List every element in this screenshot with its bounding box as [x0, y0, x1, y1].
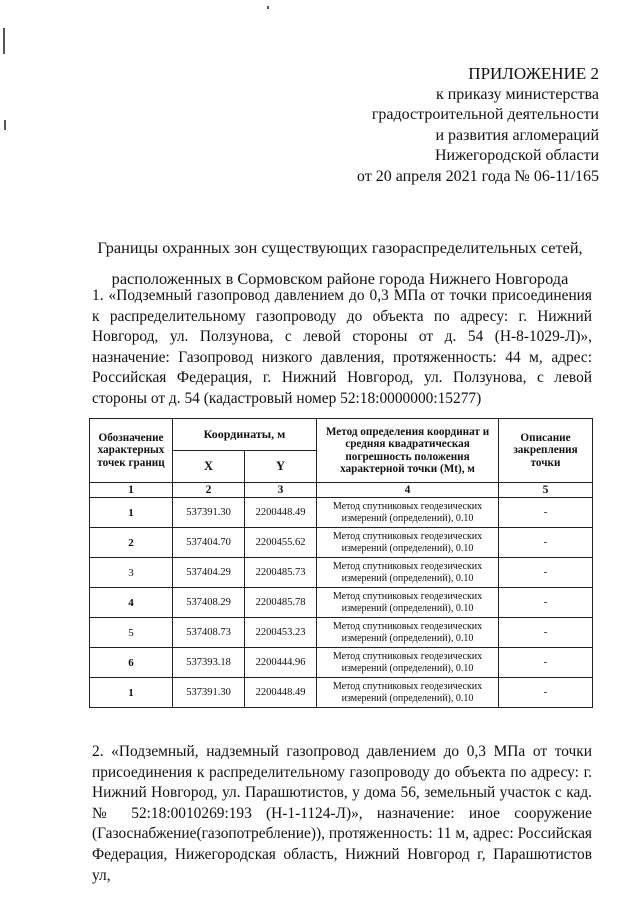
- cell-x: 537404.29: [173, 558, 245, 588]
- cell-method: Метод спутниковых геодезических измерений (определений), 0.10: [317, 678, 499, 708]
- cell-description: -: [499, 498, 593, 528]
- heading-line: расположенных в Сормовском районе города Нижнего Новгорода: [111, 269, 569, 288]
- column-number: 1: [90, 483, 173, 498]
- cell-x: 537391.30: [173, 498, 245, 528]
- appendix-title: ПРИЛОЖЕНИЕ 2: [468, 64, 599, 83]
- paragraph-2: 2. «Подземный, надземный газопровод давлением до 0,3 МПа от точки присоединения к распределительному газопроводу до объекта по адресу: г. Нижний Новгород, ул. Парашютистов, у дома 56, земельный участок с кад. № 52:18:0010269:193 (Н-1-1124-Л)», назначение: иное сооружение (Газоснабжение(газопотребление)), протяженность: 11 м, адрес: Российская Федерация, Нижегородская область, Нижний Новгород г, Парашютистов ул,: [92, 743, 592, 884]
- cell-x: 537404.70: [173, 528, 245, 558]
- table-row: [90, 678, 593, 708]
- cell-method: Метод спутниковых геодезических измерений (определений), 0.10: [317, 618, 499, 648]
- appendix-line: градостроительной деятельности: [371, 106, 599, 123]
- scan-artifact: [4, 120, 6, 130]
- scan-artifact: [267, 6, 269, 9]
- cell-point: 6: [90, 648, 173, 678]
- cell-description: -: [499, 618, 593, 648]
- column-number: 2: [173, 483, 245, 498]
- header-method: Метод определения координат и средняя квадратическая погрешность положения характерной точки (Mt), м: [317, 419, 499, 483]
- cell-description: -: [499, 648, 593, 678]
- appendix-line: и развития агломераций: [435, 126, 599, 144]
- cell-method: Метод спутниковых геодезических измерений (определений), 0.10: [317, 558, 499, 588]
- header-point: Обозначение характерных точек границ: [90, 419, 173, 483]
- cell-point: 1: [90, 678, 173, 708]
- cell-point: 1: [90, 498, 173, 528]
- cell-method: Метод спутниковых геодезических измерений (определений), 0.10: [317, 648, 499, 678]
- cell-method: Метод спутниковых геодезических измерений (определений), 0.10: [317, 528, 499, 558]
- appendix-line: Нижегородской области: [434, 147, 599, 164]
- coordinates-table: [89, 418, 593, 708]
- document-heading: [80, 232, 600, 294]
- cell-x: 537391.30: [173, 678, 245, 708]
- paragraph-1: 1. «Подземный газопровод давлением до 0,3 МПа от точки присоединения к распределительному газопроводу до объекта по адресу: г. Нижний Новгород, ул. Ползунова, с левой стороны от д. 54 (Н-8-1029-Л)», назначение: Газопровод низкого давления, протяженность: 44 м, адрес: Российская Федерация, г. Нижний Новгород, ул. Ползунова, с левой стороны от д. 54 (кадастровый номер 52:18:0000000:15277): [92, 287, 592, 407]
- cell-y: 2200448.49: [245, 498, 317, 528]
- cell-x: 537393.18: [173, 648, 245, 678]
- table-row: [90, 618, 593, 648]
- cell-description: -: [499, 588, 593, 618]
- cell-method: Метод спутниковых геодезических измерений (определений), 0.10: [317, 588, 499, 618]
- appendix-line: к приказу министерства: [435, 85, 599, 103]
- cell-y: 2200485.73: [245, 558, 317, 588]
- column-number: 3: [245, 483, 317, 498]
- cell-y: 2200485.78: [245, 588, 317, 618]
- column-number: 4: [317, 483, 499, 498]
- cell-description: -: [499, 528, 593, 558]
- table-row: [90, 648, 593, 678]
- cell-point: 4: [90, 588, 173, 618]
- cell-description: -: [499, 678, 593, 708]
- table-row: [90, 558, 593, 588]
- scan-artifact: [3, 28, 5, 54]
- appendix-line: от 20 апреля 2021 года № 06-11/165: [356, 167, 599, 185]
- cell-point: 5: [90, 618, 173, 648]
- header-y: Y: [245, 451, 317, 483]
- heading-line: Границы охранных зон существующих газораспределительных сетей,: [97, 238, 583, 257]
- header-description: Описание закрепления точки: [499, 419, 593, 483]
- header-coords: Координаты, м: [173, 419, 317, 451]
- cell-y: 2200453.23: [245, 618, 317, 648]
- cell-description: -: [499, 558, 593, 588]
- table-row: [90, 588, 593, 618]
- header-x: X: [173, 451, 245, 483]
- cell-y: 2200455.62: [245, 528, 317, 558]
- column-number-row: [90, 483, 593, 498]
- cell-y: 2200448.49: [245, 678, 317, 708]
- cell-y: 2200444.96: [245, 648, 317, 678]
- table-row: [90, 498, 593, 528]
- appendix-block: [269, 64, 599, 187]
- cell-x: 537408.73: [173, 618, 245, 648]
- table-row: [90, 528, 593, 558]
- cell-method: Метод спутниковых геодезических измерений (определений), 0.10: [317, 498, 499, 528]
- cell-x: 537408.29: [173, 588, 245, 618]
- cell-point: 3: [90, 558, 173, 588]
- column-number: 5: [499, 483, 593, 498]
- cell-point: 2: [90, 528, 173, 558]
